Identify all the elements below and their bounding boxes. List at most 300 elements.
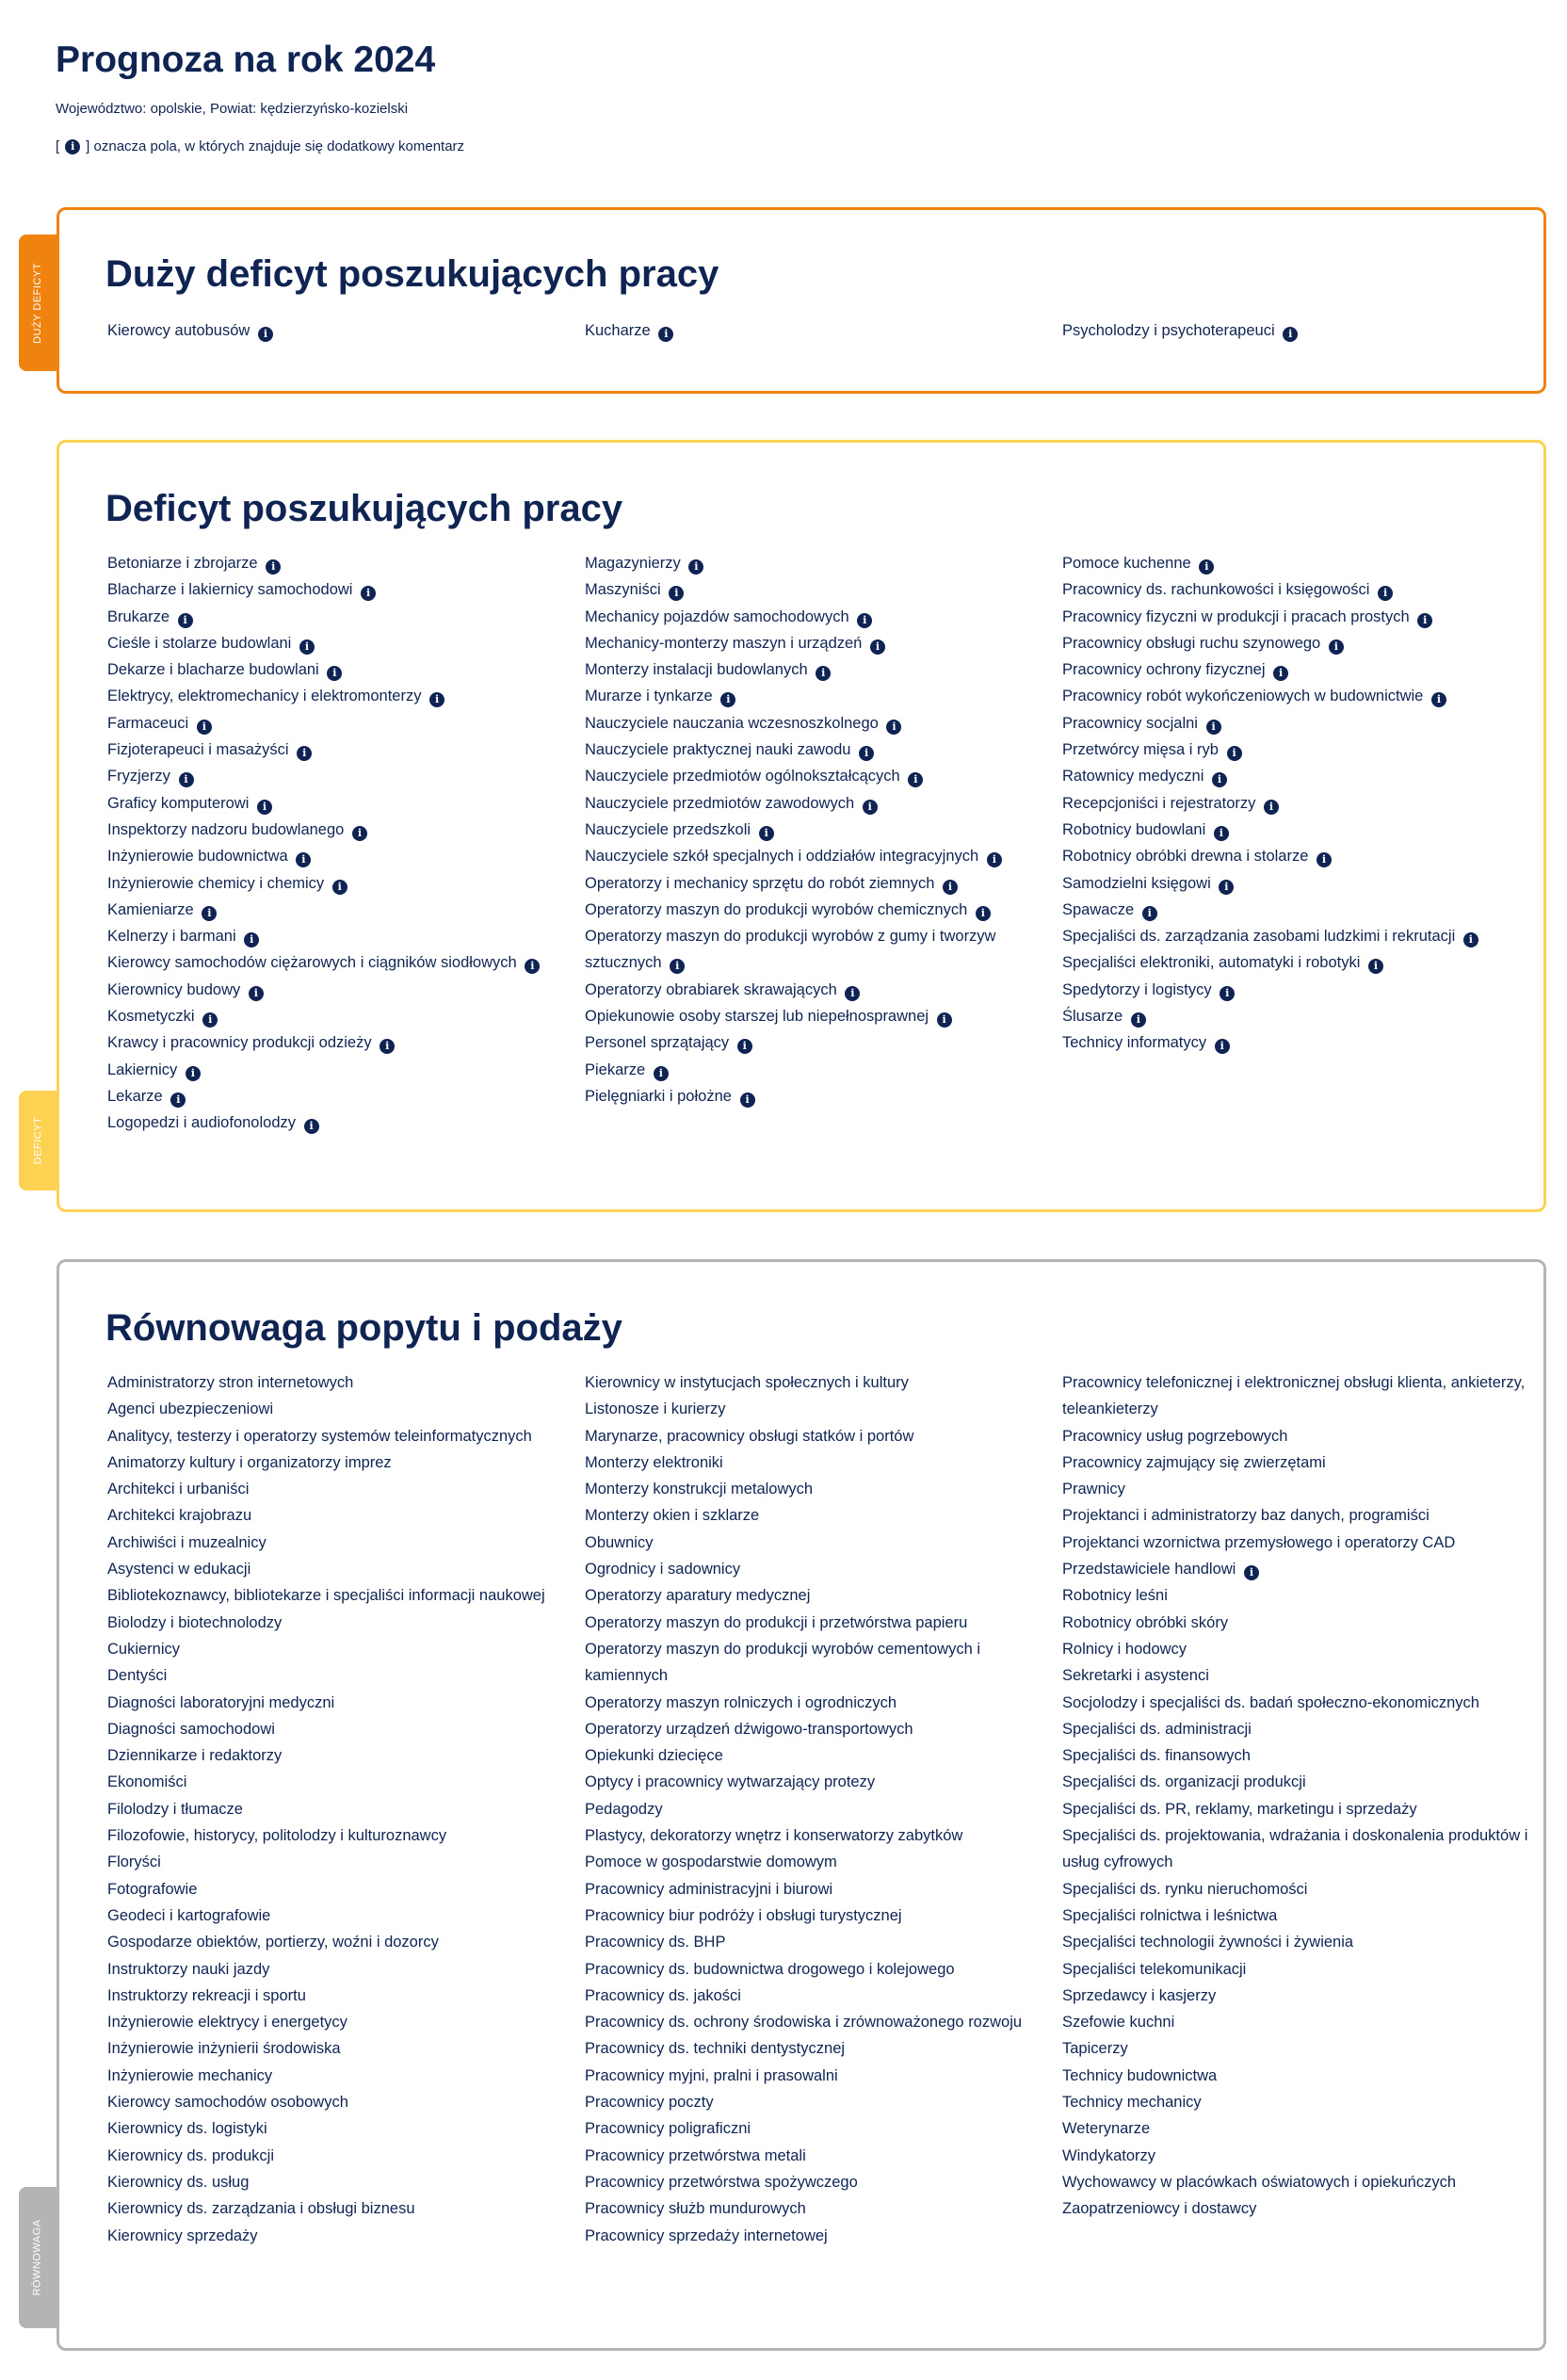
occupation-name: Obuwnicy	[585, 1533, 654, 1551]
occupation-item[interactable]	[107, 2115, 585, 2142]
occupation-item[interactable]	[585, 1876, 1062, 1902]
occupation-item[interactable]	[107, 1582, 585, 1609]
occupation-item[interactable]	[107, 1822, 585, 1849]
info-icon[interactable]: i	[816, 666, 831, 681]
occupation-item[interactable]	[107, 1956, 585, 1983]
occupation-item[interactable]	[107, 1029, 585, 1056]
occupation-item[interactable]	[107, 897, 585, 923]
occupation-item[interactable]	[1062, 817, 1540, 843]
occupation-name: Marynarze, pracownicy obsługi statków i portów	[585, 1427, 914, 1445]
occupation-item[interactable]	[585, 737, 1062, 763]
occupation-item[interactable]	[1062, 1636, 1540, 1662]
occupation-item[interactable]	[1062, 1929, 1540, 1955]
info-icon[interactable]: i	[1227, 746, 1242, 761]
info-icon[interactable]: i	[1283, 327, 1298, 342]
info-icon[interactable]: i	[976, 906, 991, 921]
occupation-item[interactable]	[1062, 2195, 1540, 2222]
occupation-name: Operatorzy maszyn do produkcji wyrobów z gumy i tworzyw sztucznych	[585, 928, 996, 972]
info-icon[interactable]: i	[740, 1093, 755, 1108]
occupation-item[interactable]	[107, 1369, 585, 1396]
occupation-item[interactable]	[585, 1530, 1062, 1556]
occupation-item[interactable]	[585, 897, 1062, 923]
occupation-item[interactable]	[585, 1690, 1062, 1716]
occupation-item[interactable]	[1062, 1476, 1540, 1502]
occupation-item[interactable]	[585, 1929, 1062, 1955]
occupation-item[interactable]	[1062, 630, 1540, 656]
info-icon[interactable]: i	[670, 959, 685, 974]
occupation-item[interactable]	[1062, 737, 1540, 763]
info-icon[interactable]: i	[1317, 852, 1332, 867]
occupation-item[interactable]	[585, 1716, 1062, 1742]
occupation-item[interactable]	[585, 1582, 1062, 1609]
occupation-item[interactable]	[107, 1662, 585, 1689]
info-icon[interactable]: i	[361, 586, 376, 601]
occupation-item[interactable]	[585, 843, 1062, 869]
occupation-item[interactable]	[107, 790, 585, 817]
occupation-item[interactable]	[1062, 710, 1540, 737]
occupation-item[interactable]	[585, 317, 1062, 344]
occupation-item[interactable]	[1062, 576, 1540, 603]
occupation-item[interactable]	[107, 737, 585, 763]
info-icon[interactable]: i	[304, 1119, 319, 1134]
occupation-item[interactable]	[585, 1423, 1062, 1449]
info-icon[interactable]: i	[1463, 932, 1478, 947]
occupation-item[interactable]	[585, 2089, 1062, 2115]
occupation-name: Architekci krajobrazu	[107, 1507, 252, 1525]
occupation-item[interactable]	[585, 1369, 1062, 1396]
occupation-item[interactable]	[1062, 1742, 1540, 1769]
occupation-item[interactable]	[107, 1003, 585, 1029]
occupation-item[interactable]	[107, 1742, 585, 1769]
occupation-item[interactable]	[1062, 870, 1540, 897]
info-icon[interactable]: i	[1199, 559, 1214, 575]
info-icon[interactable]: i	[1215, 1039, 1230, 1054]
occupation-name: Maszyniści	[585, 581, 661, 599]
occupation-name: Dentyści	[107, 1667, 168, 1685]
info-icon[interactable]: i	[1212, 772, 1227, 787]
occupation-item[interactable]	[107, 763, 585, 789]
info-icon[interactable]: i	[179, 772, 194, 787]
occupation-column	[585, 550, 1062, 1137]
occupation-item[interactable]	[107, 1083, 585, 1109]
occupation-item[interactable]	[585, 710, 1062, 737]
info-icon[interactable]: i	[1329, 640, 1344, 655]
info-icon[interactable]: i	[870, 640, 885, 655]
occupation-item[interactable]	[585, 870, 1062, 897]
occupation-item[interactable]	[107, 1983, 585, 2009]
occupation-item[interactable]	[107, 1449, 585, 1476]
info-icon[interactable]: i	[186, 1066, 201, 1081]
occupation-name: Kelnerzy i barmani	[107, 928, 236, 946]
occupation-item[interactable]	[107, 1769, 585, 1795]
occupation-name: Lekarze	[107, 1087, 163, 1105]
occupation-name: Technicy informatycy	[1062, 1034, 1207, 1052]
occupation-item[interactable]	[1062, 2089, 1540, 2115]
info-icon[interactable]: i	[857, 613, 872, 628]
occupation-item[interactable]	[107, 1610, 585, 1636]
occupation-name: Pracownicy ds. jakości	[585, 1986, 741, 2004]
occupation-item[interactable]	[1062, 897, 1540, 923]
occupation-item[interactable]	[1062, 1822, 1540, 1876]
occupation-item[interactable]	[1062, 790, 1540, 817]
occupation-item[interactable]	[107, 1109, 585, 1136]
occupation-item[interactable]	[107, 870, 585, 897]
occupation-item[interactable]	[107, 656, 585, 683]
occupation-item[interactable]	[585, 817, 1062, 843]
occupation-item[interactable]	[1062, 2009, 1540, 2035]
occupation-name: Fizjoterapeuci i masażyści	[107, 741, 289, 759]
occupation-name: Socjolodzy i specjaliści ds. badań społeczno-ekonomicznych	[1062, 1693, 1479, 1711]
occupation-item[interactable]	[585, 1849, 1062, 1875]
occupation-item[interactable]	[107, 2089, 585, 2115]
occupation-item[interactable]	[585, 1610, 1062, 1636]
info-icon[interactable]: i	[886, 720, 901, 735]
info-icon[interactable]: i	[845, 986, 860, 1001]
info-icon: i	[65, 139, 80, 154]
occupation-item[interactable]	[1062, 2035, 1540, 2062]
occupation-item[interactable]	[107, 1690, 585, 1716]
occupation-column	[585, 1369, 1062, 2249]
occupation-item[interactable]	[1062, 1956, 1540, 1983]
occupation-item[interactable]	[107, 1716, 585, 1742]
occupation-name: Pracownicy przetwórstwa metali	[585, 2146, 806, 2164]
info-icon[interactable]: i	[1244, 1565, 1259, 1580]
info-icon[interactable]: i	[296, 852, 311, 867]
info-icon[interactable]: i	[987, 852, 1002, 867]
occupation-item[interactable]	[107, 977, 585, 1003]
occupation-item[interactable]	[107, 1396, 585, 1422]
occupation-item[interactable]	[107, 1902, 585, 1929]
occupation-item[interactable]	[585, 977, 1062, 1003]
info-icon[interactable]: i	[332, 880, 347, 895]
section-tab-rownowaga: RÓWNOWAGA	[19, 2187, 57, 2328]
occupation-item[interactable]	[107, 604, 585, 630]
info-icon[interactable]: i	[1431, 692, 1446, 707]
occupation-item[interactable]	[107, 2143, 585, 2169]
page-title: Prognoza na rok 2024	[56, 40, 436, 80]
occupation-item[interactable]	[107, 1636, 585, 1662]
occupation-item[interactable]	[1062, 1423, 1540, 1449]
occupation-item[interactable]	[585, 1636, 1062, 1690]
occupation-item[interactable]	[585, 763, 1062, 789]
occupation-item[interactable]	[107, 1849, 585, 1875]
occupation-name: Kierowcy autobusów	[107, 322, 250, 339]
occupation-item[interactable]	[585, 550, 1062, 576]
info-icon[interactable]: i	[1142, 906, 1157, 921]
occupation-name: Nauczyciele nauczania wczesnoszkolnego	[585, 714, 879, 732]
occupation-item[interactable]	[585, 1556, 1062, 1582]
info-icon[interactable]: i	[759, 826, 774, 841]
occupation-column	[1062, 550, 1540, 1137]
occupation-item[interactable]	[1062, 1582, 1540, 1609]
occupation-name: Operatorzy aparatury medycznej	[585, 1587, 811, 1605]
info-icon[interactable]: i	[258, 327, 273, 342]
occupation-name: Psycholodzy i psychoterapeuci	[1062, 322, 1275, 339]
occupation-name: Plastycy, dekoratorzy wnętrz i konserwatorzy zabytków	[585, 1827, 963, 1845]
info-icon[interactable]: i	[244, 932, 259, 947]
info-icon[interactable]: i	[380, 1039, 395, 1054]
info-icon[interactable]: i	[1219, 880, 1234, 895]
occupation-item[interactable]	[107, 1556, 585, 1582]
info-icon[interactable]: i	[943, 880, 958, 895]
info-icon[interactable]: i	[1206, 720, 1221, 735]
occupation-item[interactable]	[107, 1057, 585, 1083]
occupation-item[interactable]	[107, 630, 585, 656]
occupation-item[interactable]	[1062, 843, 1540, 869]
occupation-name: Ślusarze	[1062, 1008, 1123, 1026]
occupation-item[interactable]	[585, 630, 1062, 656]
section-duzy-deficyt	[57, 207, 1546, 394]
occupation-name: Sprzedawcy i kasjerzy	[1062, 1986, 1217, 2004]
occupation-item[interactable]	[1062, 1003, 1540, 1029]
occupation-column	[1062, 1369, 1540, 2249]
info-icon[interactable]: i	[266, 559, 281, 575]
occupation-item[interactable]	[585, 576, 1062, 603]
occupation-item[interactable]	[1062, 1876, 1540, 1902]
occupation-item[interactable]	[1062, 1716, 1540, 1742]
occupation-item[interactable]	[1062, 1902, 1540, 1929]
occupation-item[interactable]	[1062, 683, 1540, 709]
occupation-item[interactable]	[585, 2223, 1062, 2249]
info-icon[interactable]: i	[1220, 986, 1235, 1001]
occupation-item[interactable]	[585, 1796, 1062, 1822]
occupation-item[interactable]	[585, 656, 1062, 683]
occupation-name: Piekarze	[585, 1060, 646, 1078]
occupation-item[interactable]	[585, 683, 1062, 709]
occupation-item[interactable]	[1062, 949, 1540, 976]
info-icon[interactable]: i	[1264, 800, 1279, 815]
occupation-item[interactable]	[1062, 317, 1540, 344]
occupation-item[interactable]	[585, 2195, 1062, 2222]
occupation-name: Monterzy konstrukcji metalowych	[585, 1481, 814, 1498]
occupation-item[interactable]	[585, 1083, 1062, 1109]
occupation-item[interactable]	[1062, 1796, 1540, 1822]
occupation-item[interactable]	[1062, 1769, 1540, 1795]
occupation-name: Specjaliści ds. zarządzania zasobami ludzkimi i rekrutacji	[1062, 928, 1456, 946]
occupation-item[interactable]	[107, 1796, 585, 1822]
occupation-item[interactable]	[1062, 604, 1540, 630]
occupation-name: Operatorzy maszyn rolniczych i ogrodniczych	[585, 1693, 897, 1711]
section-columns	[107, 317, 1515, 344]
occupation-item[interactable]	[585, 1057, 1062, 1083]
info-icon[interactable]: i	[429, 692, 444, 707]
occupation-item[interactable]	[1062, 1502, 1540, 1529]
info-icon[interactable]: i	[257, 800, 272, 815]
occupation-name: Instruktorzy rekreacji i sportu	[107, 1986, 306, 2004]
occupation-name: Kierownicy ds. usług	[107, 2173, 250, 2191]
info-icon[interactable]: i	[669, 586, 684, 601]
occupation-item[interactable]	[1062, 1690, 1540, 1716]
occupation-name: Inżynierowie mechanicy	[107, 2066, 273, 2084]
occupation-name: Ratownicy medyczni	[1062, 768, 1204, 785]
occupation-item[interactable]	[107, 2169, 585, 2195]
occupation-name: Specjaliści ds. rynku nieruchomości	[1062, 1880, 1308, 1898]
occupation-item[interactable]	[107, 1530, 585, 1556]
occupation-item[interactable]	[585, 1476, 1062, 1502]
section-deficyt	[57, 440, 1546, 1212]
occupation-item[interactable]	[585, 1449, 1062, 1476]
location-line: Województwo: opolskie, Powiat: kędzierzyńsko-kozielski	[56, 101, 409, 117]
occupation-name: Nauczyciele przedmiotów ogólnokształcących	[585, 768, 900, 785]
info-icon[interactable]: i	[170, 1093, 186, 1108]
occupation-name: Sekretarki i asystenci	[1062, 1667, 1209, 1685]
occupation-item[interactable]	[1062, 2143, 1540, 2169]
occupation-item[interactable]	[585, 1003, 1062, 1029]
occupation-name: Listonosze i kurierzy	[585, 1400, 726, 1418]
occupation-item[interactable]	[1062, 1610, 1540, 1636]
occupation-item[interactable]	[585, 2035, 1062, 2062]
occupation-item[interactable]	[107, 923, 585, 949]
occupation-name: Robotnicy obróbki drewna i stolarze	[1062, 848, 1309, 866]
info-icon[interactable]: i	[658, 327, 673, 342]
occupation-item[interactable]	[585, 923, 1062, 977]
occupation-item[interactable]	[1062, 1662, 1540, 1689]
occupation-name: Specjaliści ds. PR, reklamy, marketingu i sprzedaży	[1062, 1800, 1417, 1818]
occupation-item[interactable]	[585, 1956, 1062, 1983]
info-icon[interactable]: i	[1378, 586, 1393, 601]
occupation-name: Specjaliści elektroniki, automatyki i robotyki	[1062, 954, 1361, 972]
info-icon[interactable]: i	[178, 613, 193, 628]
occupation-item[interactable]	[1062, 2169, 1540, 2195]
occupation-item[interactable]	[107, 2195, 585, 2222]
occupation-item[interactable]	[1062, 2115, 1540, 2142]
occupation-column	[107, 1369, 585, 2249]
occupation-name: Pracownicy myjni, pralni i prasowalni	[585, 2066, 838, 2084]
occupation-item[interactable]	[107, 949, 585, 976]
info-icon[interactable]: i	[908, 772, 923, 787]
occupation-name: Pracownicy ds. techniki dentystycznej	[585, 2040, 846, 2058]
occupation-item[interactable]	[585, 1029, 1062, 1056]
info-icon[interactable]: i	[299, 640, 315, 655]
occupation-name: Cieśle i stolarze budowlani	[107, 634, 292, 652]
occupation-item[interactable]	[1062, 1556, 1540, 1582]
info-icon[interactable]: i	[1273, 666, 1288, 681]
occupation-item[interactable]	[107, 550, 585, 576]
occupation-item[interactable]	[107, 2009, 585, 2035]
occupation-item[interactable]	[107, 1476, 585, 1502]
occupation-item[interactable]	[1062, 923, 1540, 949]
occupation-name: Recepcjoniści i rejestratorzy	[1062, 794, 1256, 812]
occupation-item[interactable]	[107, 1876, 585, 1902]
occupation-name: Kamieniarze	[107, 900, 194, 918]
info-icon[interactable]: i	[327, 666, 342, 681]
occupation-name: Kierownicy ds. logistyki	[107, 2120, 267, 2138]
occupation-item[interactable]	[585, 2009, 1062, 2035]
occupation-item[interactable]	[107, 683, 585, 709]
occupation-name: Pracownicy usług pogrzebowych	[1062, 1427, 1288, 1445]
occupation-item[interactable]	[1062, 977, 1540, 1003]
occupation-item[interactable]	[585, 2169, 1062, 2195]
info-icon[interactable]: i	[720, 692, 735, 707]
occupation-item[interactable]	[107, 317, 585, 344]
occupation-item[interactable]	[585, 1983, 1062, 2009]
occupation-name: Robotnicy obróbki skóry	[1062, 1613, 1229, 1631]
occupation-item[interactable]	[1062, 1983, 1540, 2009]
occupation-name: Filozofowie, historycy, politolodzy i kulturoznawcy	[107, 1827, 447, 1845]
occupation-name: Prawnicy	[1062, 1481, 1125, 1498]
occupation-item[interactable]	[107, 2223, 585, 2249]
occupation-name: Kierowcy samochodów osobowych	[107, 2094, 348, 2112]
occupation-name: Projektanci wzornictwa przemysłowego i operatorzy CAD	[1062, 1533, 1456, 1551]
occupation-item[interactable]	[585, 790, 1062, 817]
occupation-item[interactable]	[585, 1902, 1062, 1929]
info-icon[interactable]: i	[197, 720, 212, 735]
occupation-item[interactable]	[585, 604, 1062, 630]
info-icon[interactable]: i	[202, 906, 217, 921]
occupation-name: Mechanicy pojazdów samochodowych	[585, 607, 849, 625]
occupation-name: Kierownicy ds. produkcji	[107, 2146, 274, 2164]
occupation-item[interactable]	[1062, 763, 1540, 789]
info-icon[interactable]: i	[937, 1012, 952, 1028]
info-icon[interactable]: i	[1214, 826, 1229, 841]
info-icon[interactable]: i	[737, 1039, 752, 1054]
info-icon[interactable]: i	[863, 800, 878, 815]
occupation-item[interactable]	[107, 817, 585, 843]
occupation-name: Graficy komputerowi	[107, 794, 250, 812]
occupation-item[interactable]	[585, 1769, 1062, 1795]
occupation-name: Analitycy, testerzy i operatorzy systemów teleinformatycznych	[107, 1427, 532, 1445]
occupation-item[interactable]	[107, 2063, 585, 2089]
occupation-item[interactable]	[1062, 1449, 1540, 1476]
page-header	[56, 36, 464, 156]
occupation-item[interactable]	[107, 576, 585, 603]
occupation-item[interactable]	[1062, 2063, 1540, 2089]
occupation-item[interactable]	[1062, 550, 1540, 576]
occupation-item[interactable]	[107, 1502, 585, 1529]
occupation-name: Fotografowie	[107, 1880, 198, 1898]
info-icon[interactable]: i	[525, 959, 540, 974]
occupation-name: Monterzy elektroniki	[585, 1453, 723, 1471]
info-icon[interactable]: i	[688, 559, 703, 575]
section-columns	[107, 1369, 1528, 2249]
occupation-item[interactable]	[107, 843, 585, 869]
occupation-item[interactable]	[585, 1396, 1062, 1422]
info-icon[interactable]: i	[859, 746, 874, 761]
legend-open-bracket: [	[56, 138, 60, 154]
occupation-name: Samodzielni księgowi	[1062, 874, 1211, 892]
occupation-item[interactable]	[585, 1822, 1062, 1849]
occupation-name: Pracownicy zajmujący się zwierzętami	[1062, 1453, 1326, 1471]
occupation-item[interactable]	[585, 2143, 1062, 2169]
occupation-name: Weterynarze	[1062, 2120, 1151, 2138]
occupation-item[interactable]	[1062, 1029, 1540, 1056]
info-icon[interactable]: i	[202, 1012, 218, 1028]
info-icon[interactable]: i	[1368, 959, 1383, 974]
occupation-item[interactable]	[585, 1502, 1062, 1529]
occupation-item[interactable]	[107, 2035, 585, 2062]
info-icon[interactable]: i	[1417, 613, 1432, 628]
occupation-item[interactable]	[107, 1423, 585, 1449]
occupation-item[interactable]	[1062, 1530, 1540, 1556]
info-icon[interactable]: i	[297, 746, 312, 761]
info-icon[interactable]: i	[654, 1066, 669, 1081]
occupation-item[interactable]	[585, 2115, 1062, 2142]
occupation-item[interactable]	[107, 710, 585, 737]
occupation-item[interactable]	[107, 1929, 585, 1955]
occupation-item[interactable]	[1062, 656, 1540, 683]
occupation-name: Nauczyciele przedmiotów zawodowych	[585, 794, 855, 812]
occupation-item[interactable]	[1062, 1369, 1540, 1423]
occupation-item[interactable]	[585, 1742, 1062, 1769]
info-icon[interactable]: i	[352, 826, 367, 841]
occupation-name: Rolnicy i hodowcy	[1062, 1640, 1187, 1658]
occupation-name: Robotnicy budowlani	[1062, 820, 1206, 838]
info-icon[interactable]: i	[249, 986, 264, 1001]
occupation-name: Pracownicy telefonicznej i elektronicznej obsługi klienta, ankieterzy, teleankieterzy	[1062, 1374, 1526, 1418]
occupation-name: Specjaliści rolnictwa i leśnictwa	[1062, 1906, 1278, 1924]
occupation-item[interactable]	[585, 2063, 1062, 2089]
info-icon[interactable]: i	[1131, 1012, 1146, 1028]
